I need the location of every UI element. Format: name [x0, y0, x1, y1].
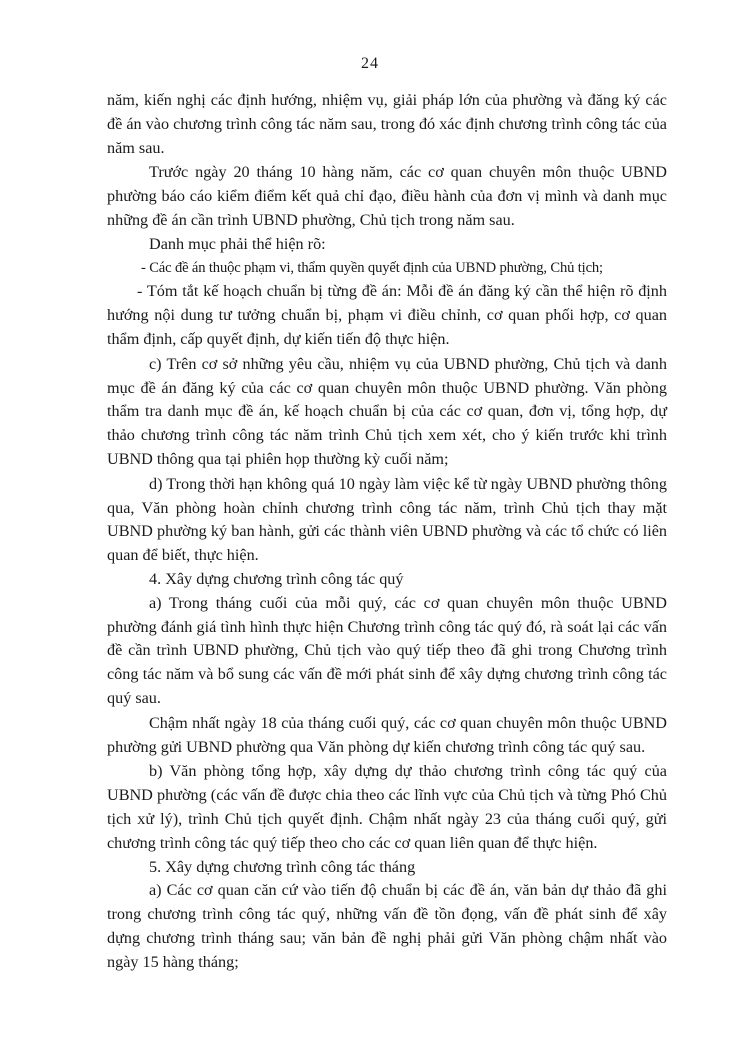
paragraph-d: d) Trong thời hạn không quá 10 ngày làm việc kể từ ngày UBND phường thông qua, Văn phòng hoàn chỉnh chương trình công tác năm, trình Chủ tịch thay mặt UBND phường ký ban hành, gửi các thành viên UBND phường và các tổ chức có liên quan để biết, thực hiện. [107, 474, 667, 565]
paragraph-1: năm, kiến nghị các định hướng, nhiệm vụ, giải pháp lớn của phường và đăng ký các đề án vào chương trình công tác năm sau, trong đó xác định chương trình công tác của năm sau. [107, 91, 667, 157]
list-item-plan-summary: - Tóm tắt kế hoạch chuẩn bị từng đề án: Mỗi đề án đăng ký cần thể hiện rõ định hướng nội dung tư tưởng chuẩn bị, phạm vi điều chỉnh, cơ quan phối hợp, cơ quan thẩm định, cấp quyết định, dự kiến tiến độ thực hiện. [107, 282, 667, 348]
paragraph-quarterly-a: a) Trong tháng cuối của mỗi quý, các cơ quan chuyên môn thuộc UBND phường đánh giá tình hình thực hiện Chương trình công tác quý đó, rà soát lại các vấn đề cần trình UBND phường, Chủ tịch vào quý tiếp theo đã ghi trong Chương trình công tác năm và bổ sung các vấn đề mới phát sinh để xây dựng chương trình công tác quý sau. [107, 593, 667, 707]
paragraph-quarterly-b: b) Văn phòng tổng hợp, xây dựng dự thảo chương trình công tác quý của UBND phường (các vấn đề được chia theo các lĩnh vực của Chủ tịch và từng Phó Chủ tịch xử lý), trình Chủ tịch quyết định. Chậm nhất ngày 23 của tháng cuối quý, gửi chương trình công tác quý tiếp theo cho các cơ quan liên quan để thực hiện. [107, 762, 667, 852]
paragraph-c: c) Trên cơ sở những yêu cầu, nhiệm vụ của UBND phường, Chủ tịch và danh mục đề án đăng ký của các cơ quan chuyên môn thuộc UBND phường. Văn phòng thẩm tra danh mục đề án, kế hoạch chuẩn bị của các cơ quan, đơn vị, tổng hợp, dự thảo chương trình công tác năm trình Chủ tịch xem xét, cho ý kiến trước khi trình UBND thông qua tại phiên họp thường kỳ cuối năm; [107, 354, 667, 468]
paragraph-2: Trước ngày 20 tháng 10 hàng năm, các cơ quan chuyên môn thuộc UBND phường báo cáo kiểm điểm kết quả chỉ đạo, điều hành của đơn vị mình và danh mục những đề án cần trình UBND phường, Chủ tịch trong năm sau. [107, 163, 667, 229]
page-number: 24 [361, 55, 379, 72]
paragraph-3: Danh mục phải thể hiện rõ: [149, 234, 326, 253]
document-body [107, 89, 667, 974]
section-heading-quarterly: 4. Xây dựng chương trình công tác quý [149, 569, 404, 588]
section-heading-monthly: 5. Xây dựng chương trình công tác tháng [149, 857, 416, 876]
paragraph-monthly-a: a) Các cơ quan căn cứ vào tiến độ chuẩn bị các đề án, văn bản dự thảo đã ghi trong chương trình công tác quý, những vấn đề tồn đọng, vấn đề phát sinh để xây dựng chương trình tháng sau; văn bản đề nghị phải gửi Văn phòng chậm nhất vào ngày 15 hàng tháng; [107, 881, 667, 971]
paragraph-quarterly-deadline: Chậm nhất ngày 18 của tháng cuối quý, các cơ quan chuyên môn thuộc UBND phường gửi UBND phường qua Văn phòng dự kiến chương trình công tác quý sau. [107, 713, 667, 756]
list-item-scope: - Các đề án thuộc phạm vi, thẩm quyền quyết định của UBND phường, Chủ tịch; [141, 259, 603, 276]
